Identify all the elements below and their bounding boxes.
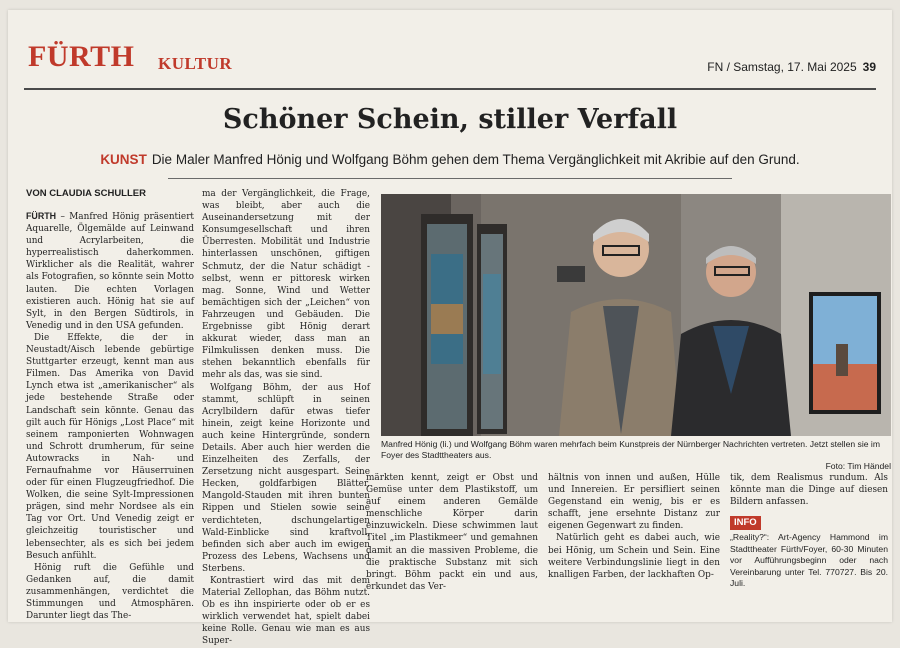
info-text: „Reality?“: Art-Agency Hammond im Stadttheater Fürth/Foyer, 60-30 Minuten vor Aufführungsbeginn oder nach Vereinbarung unter Tel. 770727. Bis 20. Juli. xyxy=(730,532,888,588)
dateline-location: FÜRTH xyxy=(26,211,57,221)
kicker-label: KUNST xyxy=(100,152,147,167)
caption-text: Manfred Hönig (li.) und Wolfgang Böhm waren mehrfach beim Kunstpreis der Nürnberger Nachrichten vertreten. Jetzt stellen sie im Foyer des Stadttheaters aus. xyxy=(381,439,880,460)
paragraph: märkten kennt, zeigt er Obst und Gemüse unter dem Plastikstoff, um auf einem anderen Gemälde menschliche Körper darin einzuwickeln. Diese schwimmen laut Titel „im Plastikmeer“ und gemahnen damit an die massiven Probleme, die die praktische Substanz mit sich bringt. Böhm packt ein und aus, erkundet das Ver- xyxy=(366,473,538,592)
article-photo xyxy=(381,194,891,436)
paragraph: ma der Vergänglichkeit, die Frage, was bleibt, aber auch die Auseinandersetzung mit der Konsumgesellschaft und ihren Überresten. Mobilität und Industrie hinterlassen unschönen, giftigen Schmutz, der die Natur schädigt - selbst, wenn er pittoresk wirken mag. Sonne, Wind und Wetter bemächtigen sich der „Leichen“ von Fahrzeugen und Gebäuden. Die Ergebnisse gibt Hönig derart akkurat wieder, dass man an Filmkulissen denken muss. Die stehen bekanntlich ebenfalls für mehr als das, was sie sind. xyxy=(202,189,370,381)
paragraph: Kontrastiert wird das mit dem Material Zellophan, das Böhm nutzt. Ob es ihn inspirierte oder ob er es wirklich verwendet hat, spielt dabei keine Rolle. Genau wie man es aus Super- xyxy=(202,576,370,647)
dateline-text: FN / Samstag, 17. Mai 2025 xyxy=(707,60,857,74)
text-column-4 xyxy=(548,472,720,581)
paragraph: hältnis von innen und außen, Hülle und Innereien. Er persifliert seinen Gegenstand ein wenig, bis er es schafft, jene ersehnte Distanz zur eigenen Gegenwart zu finden. xyxy=(548,473,720,532)
artists-photo-illustration xyxy=(381,194,891,436)
paragraph: tik, dem Realismus rundum. Als könnte man die Dinge auf diesen Bildern anfassen. xyxy=(730,473,888,508)
paragraph: Hönig ruft die Gefühle und Gedanken auf, die damit zusammenhängen, verdichtet die Stimmungen und Atmosphären. Darunter liegt das The- xyxy=(26,562,194,622)
subheadline-rule xyxy=(168,178,732,179)
info-badge: INFO xyxy=(730,516,761,530)
masthead-rule xyxy=(24,88,876,90)
paragraph: Natürlich geht es dabei auch, wie bei Hönig, um Schein und Sein. Eine weitere Verbindungslinie liegt in den knalligen Farben, der lackhaften Op- xyxy=(548,533,720,580)
masthead-section: KULTUR xyxy=(158,54,233,73)
text-column-3 xyxy=(366,472,538,593)
paragraph: Wolfgang Böhm, der aus Hof stammt, schlüpft in seinen Acrylbildern dafür etwas tiefer hinein, zeigt keine Horizonte und auch keine Hintergründe, sondern Details. Aber auch hier werden die Einzelheiten des Zerfalls, der Zersetzung nicht ausgespart. Seine Hecken, goldfarbigen Blätter, Mangold-Stauden mit ihren bunten Rippen und Stielen sowie seine verdichteten, dschungelartigen Wald-Einblicke sind kraftvoll, befinden sich aber auch im ewigen Prozess des Lebens, Wachsens und Sterbens. xyxy=(202,382,370,574)
text-column-2 xyxy=(202,188,370,648)
article-headline: Schöner Schein, stiller Verfall xyxy=(222,104,678,135)
page-number: 39 xyxy=(862,60,876,74)
article-subheadline xyxy=(8,152,892,167)
newspaper-page xyxy=(8,10,892,647)
text-column-5 xyxy=(730,472,888,589)
photo-credit: Foto: Tim Händel xyxy=(825,461,891,471)
paragraph xyxy=(26,210,194,332)
masthead-city: FÜRTH xyxy=(28,40,135,73)
text-column-1 xyxy=(26,210,194,622)
photo-caption xyxy=(381,439,891,472)
paragraph: Die Effekte, die der in Neustadt/Aisch lebende gebürtige Stuttgarter erzeugt, kennt man aus Filmen. Das Amerika von David Lynch etwa ist „amerikanischer“ als jede bestehende Straße oder Landschaft sein könnte. Genau das gilt auch für Hönigs „Lost Place“ mit seinem ramponierten Wohnwagen und Schrott drumherum, für seine Autowracks in Nah- und Fernaufnahme vor Häuserruinen oder für einen Flugzeugfriedhof. Die Wolken, die seine Sylt-Impressionen prägen, sind mehr Nordsee als ein Tag vor Ort. Und Venedig zeigt er gleichzeitig touristischer und lebensechter, als es sich bei jedem Besuch anfühlt. xyxy=(26,332,194,561)
byline: VON CLAUDIA SCHULLER xyxy=(26,188,146,199)
paragraph-text: – Manfred Hönig präsentiert Aquarelle, Ölgemälde auf Leinwand und Acrylarbeiten, die hyperrealistisch daherkommen. Wirklicher als die Realität, wahrer als Fotografien, so könnte sein Motto lauten. Die echten Vorlagen existieren auch. Hönig hat sie auf Sylt, in den Bergen Südtirols, in Venedig und in den USA gefunden. xyxy=(26,212,194,331)
masthead-dateline xyxy=(707,60,876,74)
subheadline-text: Die Maler Manfred Hönig und Wolfgang Böhm gehen dem Thema Vergänglichkeit mit Akribie auf den Grund. xyxy=(151,152,800,167)
